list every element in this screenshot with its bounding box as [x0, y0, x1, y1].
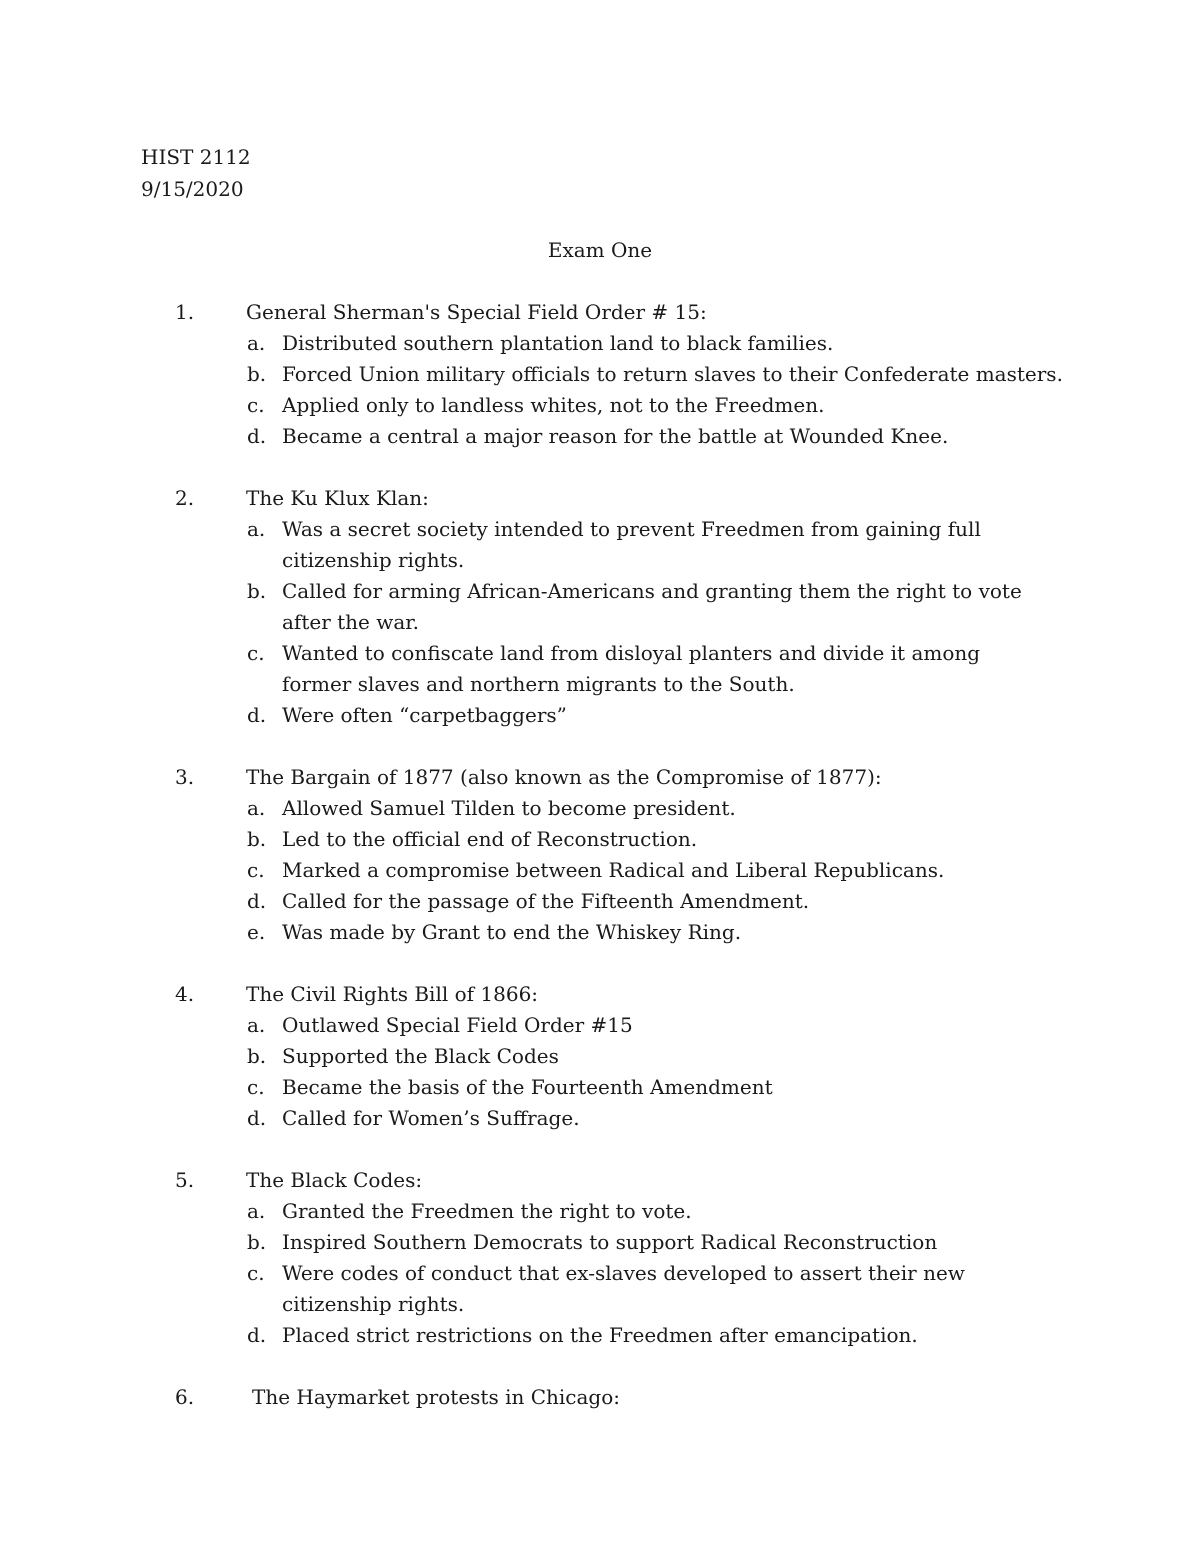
option-letter: d. [247, 424, 267, 448]
option-letter: b. [247, 1230, 267, 1254]
option-text: Granted the Freedmen the right to vote. [282, 1199, 692, 1223]
answer-option [0, 1227, 1200, 1258]
option-letter: b. [247, 827, 267, 851]
option-letter: c. [247, 641, 265, 665]
option-letter: d. [247, 703, 267, 727]
answer-option [0, 638, 1200, 700]
option-text: Were often “carpetbaggers” [282, 703, 567, 727]
option-text: Was made by Grant to end the Whiskey Ring. [282, 920, 742, 944]
option-letter: a. [247, 1199, 266, 1223]
option-text: Supported the Black Codes [282, 1044, 559, 1068]
option-letter: e. [247, 920, 266, 944]
option-text: Called for arming African-Americans and granting them the right to vote after the war. [282, 579, 1022, 634]
question-list [0, 297, 1200, 1444]
answer-option [0, 1010, 1200, 1041]
option-text: Were codes of conduct that ex-slaves developed to assert their new citizenship rights. [282, 1261, 965, 1316]
option-text: Led to the official end of Reconstruction. [282, 827, 698, 851]
answer-option [0, 855, 1200, 886]
option-text: Called for the passage of the Fifteenth Amendment. [282, 889, 810, 913]
answer-option [0, 514, 1200, 576]
question-4 [0, 979, 1200, 1134]
question-text: The Ku Klux Klan: [246, 486, 429, 510]
answer-option [0, 917, 1200, 948]
option-text: Distributed southern plantation land to black families. [282, 331, 834, 355]
option-text: Was a secret society intended to prevent Freedmen from gaining full citizenship rights. [282, 517, 981, 572]
option-letter: c. [247, 858, 265, 882]
option-letter: a. [247, 796, 266, 820]
answer-option [0, 1258, 1200, 1320]
answer-option [0, 328, 1200, 359]
option-letter: d. [247, 1323, 267, 1347]
option-text: Placed strict restrictions on the Freedmen after emancipation. [282, 1323, 918, 1347]
answer-option [0, 886, 1200, 917]
question-number: 2. [175, 486, 195, 510]
option-letter: d. [247, 889, 267, 913]
option-text: Forced Union military officials to return slaves to their Confederate masters. [282, 362, 1063, 386]
option-text: Marked a compromise between Radical and Liberal Republicans. [282, 858, 945, 882]
page-title: Exam One [547, 238, 653, 262]
answer-option [0, 824, 1200, 855]
question-3 [0, 762, 1200, 948]
question-6 [0, 1382, 1200, 1413]
question-2 [0, 483, 1200, 731]
question-number: 5. [175, 1168, 195, 1192]
option-text: Allowed Samuel Tilden to become president. [282, 796, 736, 820]
question-number: 6. [175, 1385, 195, 1409]
answer-option [0, 1041, 1200, 1072]
answer-option [0, 421, 1200, 452]
question-1 [0, 297, 1200, 452]
option-letter: a. [247, 517, 266, 541]
option-letter: c. [247, 1261, 265, 1285]
option-text: Called for Women’s Suffrage. [282, 1106, 580, 1130]
option-letter: c. [247, 1075, 265, 1099]
answer-option [0, 390, 1200, 421]
option-letter: c. [247, 393, 265, 417]
option-letter: a. [247, 331, 266, 355]
option-text: Outlawed Special Field Order #15 [282, 1013, 633, 1037]
answer-option [0, 359, 1200, 390]
course-code: HIST 2112 [141, 145, 251, 169]
question-text: General Sherman's Special Field Order # 15: [246, 300, 707, 324]
question-number: 3. [175, 765, 195, 789]
question-text: The Civil Rights Bill of 1866: [246, 982, 539, 1006]
option-letter: b. [247, 579, 267, 603]
question-text: The Black Codes: [246, 1168, 423, 1192]
option-text: Wanted to confiscate land from disloyal planters and divide it among former slaves and northern migrants to the South. [282, 641, 981, 696]
answer-option [0, 1320, 1200, 1351]
answer-option [0, 700, 1200, 731]
answer-option [0, 576, 1200, 638]
option-letter: d. [247, 1106, 267, 1130]
option-letter: a. [247, 1013, 266, 1037]
question-text: The Haymarket protests in Chicago: [252, 1385, 620, 1409]
question-number: 4. [175, 982, 195, 1006]
option-text: Inspired Southern Democrats to support Radical Reconstruction [282, 1230, 938, 1254]
answer-option [0, 1196, 1200, 1227]
option-letter: b. [247, 362, 267, 386]
question-number: 1. [175, 300, 195, 324]
answer-option [0, 793, 1200, 824]
option-letter: b. [247, 1044, 267, 1068]
option-text: Became the basis of the Fourteenth Amendment [282, 1075, 773, 1099]
exam-date: 9/15/2020 [141, 177, 244, 201]
option-text: Became a central a major reason for the battle at Wounded Knee. [282, 424, 949, 448]
answer-option [0, 1072, 1200, 1103]
option-text: Applied only to landless whites, not to the Freedmen. [282, 393, 825, 417]
question-5 [0, 1165, 1200, 1351]
question-text: The Bargain of 1877 (also known as the Compromise of 1877): [246, 765, 882, 789]
answer-option [0, 1103, 1200, 1134]
